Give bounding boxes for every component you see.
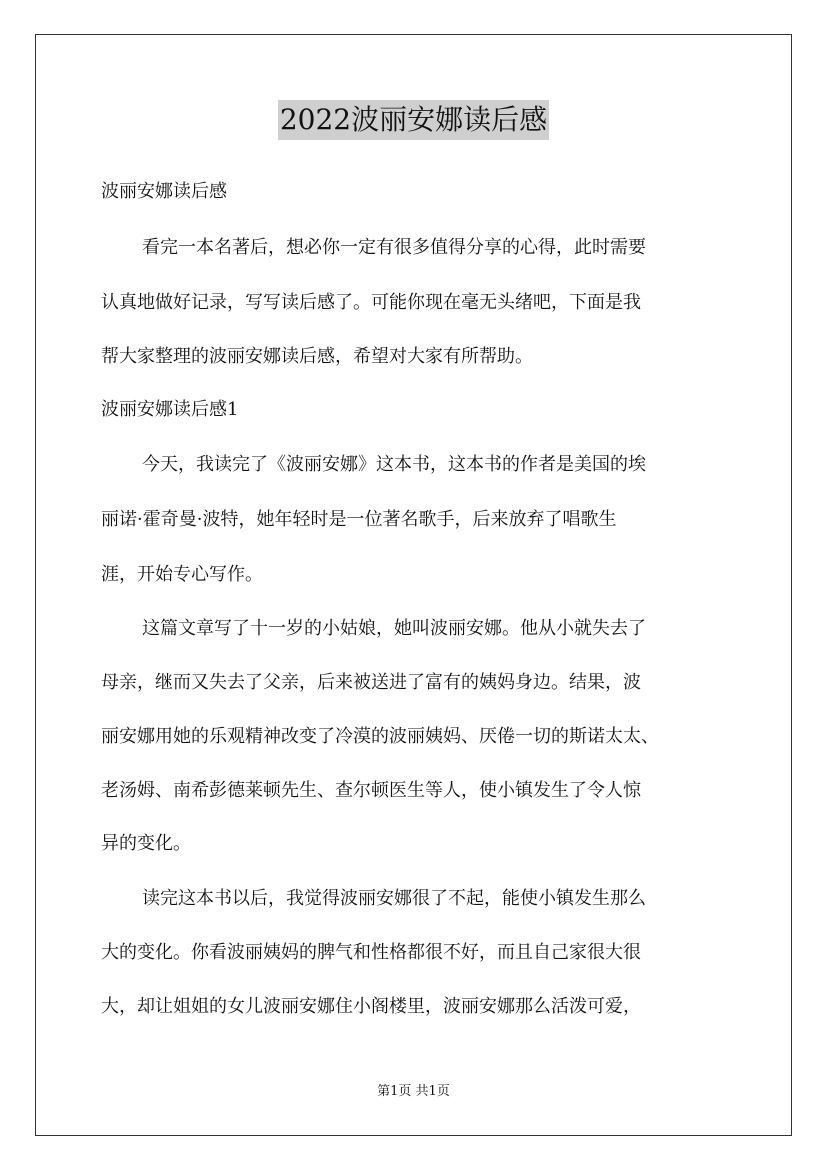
paragraph3-line-3: 大，却让姐姐的女儿波丽安娜住小阁楼里，波丽安娜那么活泼可爱， [101,996,641,1017]
paragraph2-line-2: 母亲，继而又失去了父亲，后来被送进了富有的姨妈身边。结果，波 [101,672,641,693]
paragraph3-line-2: 大的变化。你看波丽姨妈的脾气和性格都很不好，而且自己家很大很 [101,942,641,963]
paragraph3-line-1: 读完这本书以后，我觉得波丽安娜很了不起，能使小镇发生那么 [142,888,646,909]
intro-line-1: 看完一本名著后，想必你一定有很多值得分享的心得，此时需要 [142,237,646,258]
intro-line-3: 帮大家整理的波丽安娜读后感，希望对大家有所帮助。 [101,346,533,367]
paragraph2-line-4: 老汤姆、南希彭德莱顿先生、查尔顿医生等人，使小镇发生了令人惊 [101,780,641,801]
title-container [0,100,827,140]
page-number-footer: 第1页 共1页 [377,1084,450,1099]
paragraph1-line-1: 今天，我读完了《波丽安娜》这本书，这本书的作者是美国的埃 [142,454,646,475]
paragraph1-line-2: 丽诺·霍奇曼·波特，她年轻时是一位著名歌手，后来放弃了唱歌生 [101,509,617,530]
document-subtitle: 波丽安娜读后感 [101,181,227,202]
paragraph2-line-3: 丽安娜用她的乐观精神改变了冷漠的波丽姨妈、厌倦一切的斯诺太太、 [101,726,659,747]
document-title: 2022波丽安娜读后感 [278,100,549,140]
section-heading: 波丽安娜读后感1 [101,399,239,420]
intro-line-2: 认真地做好记录，写写读后感了。可能你现在毫无头绪吧，下面是我 [101,292,641,313]
paragraph2-line-1: 这篇文章写了十一岁的小姑娘，她叫波丽安娜。他从小就失去了 [142,618,646,639]
paragraph2-line-5: 异的变化。 [101,833,191,854]
paragraph1-line-3: 涯，开始专心写作。 [101,564,263,585]
